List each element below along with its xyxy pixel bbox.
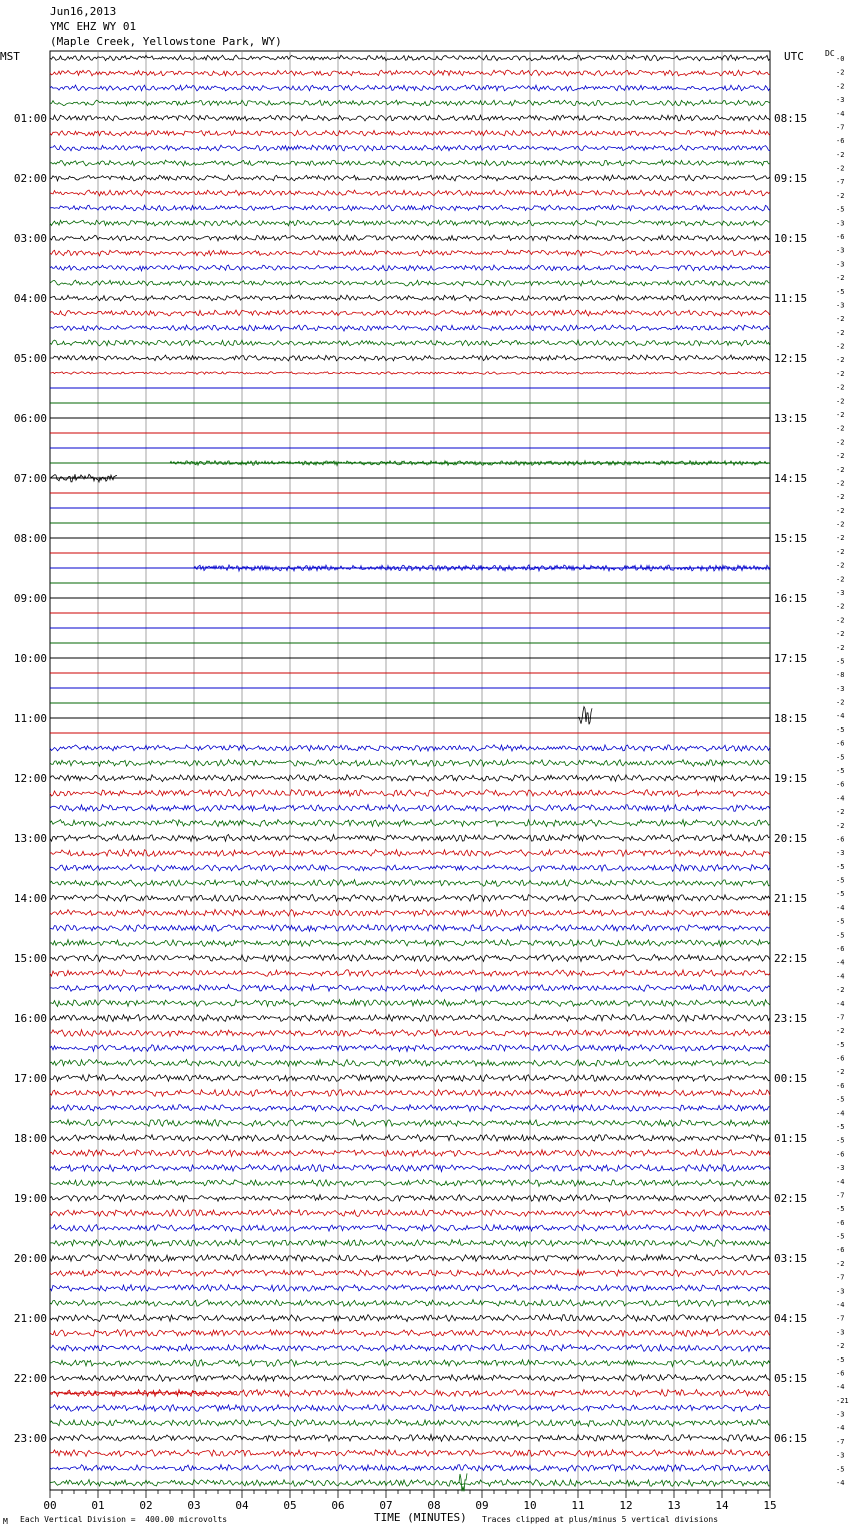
plot-frame (50, 51, 770, 1490)
dc-offset-value: -4 (836, 1424, 845, 1433)
dc-offset-value: -3 (836, 219, 845, 228)
dc-offset-value: -2 (836, 452, 845, 461)
trace-row-52 (50, 835, 770, 842)
trace-row-61 (50, 970, 770, 977)
right-hour-label: 12:15 (774, 352, 808, 365)
right-hour-label: 03:15 (774, 1252, 808, 1265)
dc-offset-value: -3 (836, 589, 845, 597)
trace-row-19 (50, 340, 770, 346)
dc-offset-value: -5 (836, 931, 845, 940)
right-hour-label: 11:15 (774, 292, 808, 305)
trace-row-21 (50, 372, 770, 375)
dc-offset-value: -2 (836, 356, 845, 365)
trace-row-7 (50, 160, 770, 166)
left-hour-label: 13:00 (13, 832, 47, 845)
dc-offset-value: -5 (836, 1040, 845, 1049)
x-tick-label: 15 (763, 1499, 777, 1512)
trace-row-48 (50, 775, 770, 782)
trace-row-83 (50, 1300, 770, 1307)
dc-offset-value: -5 (836, 767, 845, 775)
x-tick-label: 14 (715, 1499, 729, 1512)
dc-offset-value: -2 (836, 1027, 845, 1036)
left-hour-label: 20:00 (13, 1252, 47, 1265)
trace-row-74 (50, 1165, 770, 1172)
dc-offset-value: -3 (836, 1451, 845, 1460)
dc-offset-value: -2 (836, 150, 845, 159)
trace-row-86 (50, 1345, 770, 1352)
right-hour-label: 22:15 (774, 952, 808, 965)
left-hour-label: 16:00 (13, 1012, 47, 1025)
left-hour-label: 18:00 (13, 1132, 47, 1145)
dc-offset-value: -2 (836, 1068, 845, 1077)
left-hour-label: 04:00 (13, 292, 47, 305)
dc-offset-value: -6 (836, 1150, 845, 1159)
x-tick-label: 07 (379, 1499, 393, 1512)
trace-row-93 (50, 1450, 770, 1457)
dc-offset-value: -4 (836, 1383, 845, 1392)
dc-offset-value: -7 (836, 1437, 845, 1446)
dc-offset-value: -5 (836, 876, 845, 885)
dc-offset-value: -2 (836, 808, 845, 817)
dc-offset-value: -2 (836, 438, 845, 447)
right-hour-label: 01:15 (774, 1132, 808, 1145)
dc-offset-value: -2 (836, 164, 845, 173)
dc-offset-value: -2 (836, 643, 845, 652)
x-tick-label: 03 (187, 1499, 201, 1512)
dc-offset-value: -5 (836, 1205, 845, 1214)
dc-offset-value: -6 (836, 1246, 845, 1255)
trace-row-58 (50, 925, 770, 932)
dc-offset-value: -3 (836, 849, 845, 858)
dc-offset-value: -6 (836, 835, 845, 844)
dc-offset-value: -2 (836, 1259, 845, 1268)
x-tick-label: 09 (475, 1499, 489, 1512)
dc-offset-value: -2 (836, 397, 845, 406)
clip-note: Traces clipped at plus/minus 5 vertical divisions (482, 1515, 719, 1524)
trace-row-92 (50, 1435, 770, 1442)
dc-offset-value: -6 (836, 739, 845, 748)
dc-offset-value: -2 (836, 602, 845, 611)
left-hour-label: 08:00 (13, 532, 47, 545)
dc-offset-value: -2 (836, 821, 845, 830)
dc-offset-value: -2 (836, 698, 845, 707)
station-location: (Maple Creek, Yellowstone Park, WY) (50, 35, 282, 48)
dc-offset-value: -6 (836, 780, 845, 789)
right-hour-label: 04:15 (774, 1312, 808, 1325)
left-hour-label: 21:00 (13, 1312, 47, 1325)
dc-offset-value: -2 (836, 411, 845, 419)
dc-offset-value: -4 (836, 794, 845, 803)
trace-row-85 (50, 1330, 770, 1337)
trace-row-47 (50, 760, 770, 767)
trace-row-55 (50, 880, 770, 887)
right-hour-label: 15:15 (774, 532, 808, 545)
dc-offset-value: -7 (836, 1314, 845, 1323)
dc-offset-value: -7 (836, 1013, 845, 1022)
trace-row-63 (50, 1000, 770, 1007)
x-tick-label: 11 (571, 1499, 585, 1512)
dc-offset-value: -4 (836, 109, 845, 118)
x-tick-label: 13 (667, 1499, 681, 1512)
dc-offset-value: -3 (836, 1164, 845, 1173)
trace-row-16 (50, 295, 770, 301)
right-hour-label: 02:15 (774, 1192, 808, 1205)
right-timezone-label: UTC (784, 50, 804, 63)
dc-offset-value: -5 (836, 725, 845, 734)
trace-row-2 (50, 85, 770, 91)
right-hour-label: 20:15 (774, 832, 808, 845)
trace-row-67 (50, 1060, 770, 1067)
dc-offset-value: -2 (836, 506, 845, 515)
dc-offset-value: -6 (836, 1054, 845, 1063)
dc-offset-value: -7 (836, 1273, 845, 1282)
right-hour-label: 14:15 (774, 472, 808, 485)
dc-offset-value: -3 (836, 260, 845, 269)
trace-row-50 (50, 805, 770, 812)
station-id: YMC EHZ WY 01 (50, 20, 137, 33)
left-hour-label: 11:00 (13, 712, 47, 725)
dc-offset-value: -2 (836, 547, 845, 556)
dc-offset-value: -4 (836, 1177, 845, 1186)
trace-row-53 (50, 850, 770, 857)
trace-row-79 (50, 1240, 770, 1247)
trace-row-88 (50, 1375, 770, 1382)
trace-row-4 (50, 115, 770, 121)
dc-offset-value: -2 (836, 315, 845, 324)
dc-offset-value: -2 (836, 534, 845, 543)
trace-row-89 (50, 1390, 770, 1397)
trace-row-68 (50, 1075, 770, 1082)
left-hour-label: 10:00 (13, 652, 47, 665)
x-tick-label: 01 (91, 1499, 105, 1512)
dc-offset-value: -5 (836, 287, 845, 296)
x-tick-label: 10 (523, 1499, 537, 1512)
trace-row-95 (50, 1480, 770, 1487)
dc-offset-value: -2 (836, 68, 845, 77)
event-3 (578, 707, 592, 725)
dc-offset-value: -6 (836, 137, 845, 146)
trace-row-9 (50, 190, 770, 196)
trace-row-78 (50, 1225, 770, 1232)
left-hour-label: 09:00 (13, 592, 47, 605)
dc-offset-value: -6 (836, 1081, 845, 1090)
dc-offset-value: -0 (836, 55, 845, 63)
dc-offset-value: -4 (836, 958, 845, 967)
dc-offset-value: -5 (836, 1123, 845, 1131)
trace-row-69 (50, 1090, 770, 1097)
left-hour-label: 17:00 (13, 1072, 47, 1085)
right-hour-label: 21:15 (774, 892, 808, 905)
right-hour-label: 00:15 (774, 1072, 808, 1085)
dc-offset-value: -8 (836, 671, 845, 680)
dc-offset-value: -5 (836, 1465, 845, 1474)
x-tick-label: 06 (331, 1499, 345, 1512)
right-hour-label: 09:15 (774, 172, 808, 185)
trace-row-91 (50, 1420, 770, 1427)
dc-offset-value: -2 (836, 274, 845, 283)
trace-row-18 (50, 325, 770, 331)
dc-offset-value: -4 (836, 712, 845, 721)
dc-offset-value: -4 (836, 1301, 845, 1309)
right-hour-label: 05:15 (774, 1372, 808, 1385)
dc-offset-value: -2 (836, 369, 845, 378)
trace-row-57 (50, 910, 770, 917)
dc-offset-value: -5 (836, 1355, 845, 1364)
dc-offset-value: -4 (836, 1109, 845, 1118)
dc-offset-header: DC (825, 49, 835, 58)
right-hour-label: 16:15 (774, 592, 808, 605)
dc-offset-value: -5 (836, 890, 845, 899)
dc-offset-value: -2 (836, 383, 845, 392)
x-tick-label: 05 (283, 1499, 297, 1512)
left-hour-label: 15:00 (13, 952, 47, 965)
right-hour-label: 19:15 (774, 772, 808, 785)
trace-row-94 (50, 1465, 770, 1472)
right-hour-label: 06:15 (774, 1432, 808, 1445)
left-hour-label: 23:00 (13, 1432, 47, 1445)
dc-offset-value: -3 (836, 1287, 845, 1296)
dc-offset-value: -2 (836, 561, 845, 570)
left-hour-label: 12:00 (13, 772, 47, 785)
left-hour-label: 05:00 (13, 352, 47, 365)
dc-offset-value: -4 (836, 999, 845, 1008)
dc-offset-value: -3 (836, 301, 845, 310)
trace-row-10 (50, 205, 770, 211)
right-hour-label: 23:15 (774, 1012, 808, 1025)
right-hour-label: 08:15 (774, 112, 808, 125)
trace-row-11 (50, 220, 770, 226)
x-tick-label: 12 (619, 1499, 633, 1512)
x-tick-label: 04 (235, 1499, 249, 1512)
event-5 (458, 1473, 467, 1491)
trace-row-3 (50, 100, 770, 106)
left-hour-label: 02:00 (13, 172, 47, 185)
trace-row-14 (50, 265, 770, 271)
dc-offset-value: -5 (836, 1095, 845, 1104)
dc-offset-value: -5 (836, 1136, 845, 1145)
dc-offset-value: -3 (836, 1410, 845, 1419)
trace-row-62 (50, 985, 770, 992)
dc-offset-value: -2 (836, 630, 845, 639)
trace-row-82 (50, 1285, 770, 1292)
trace-row-75 (50, 1180, 770, 1187)
trace-row-81 (50, 1270, 770, 1277)
dc-offset-value: -3 (836, 246, 845, 255)
trace-row-87 (50, 1360, 770, 1367)
trace-row-76 (50, 1195, 770, 1202)
left-hour-label: 03:00 (13, 232, 47, 245)
dc-offset-value: -2 (836, 520, 845, 529)
trace-row-49 (50, 790, 770, 797)
x-tick-label: 08 (427, 1499, 441, 1512)
trace-row-8 (50, 175, 770, 181)
dc-offset-value: -6 (836, 1369, 845, 1378)
dc-offset-value: -7 (836, 1191, 845, 1200)
dc-offset-value: -4 (836, 972, 845, 981)
trace-row-0 (50, 55, 770, 61)
dc-offset-value: -2 (836, 82, 845, 91)
dc-offset-value: -4 (836, 903, 845, 912)
dc-offset-value: -21 (836, 1396, 849, 1405)
trace-row-90 (50, 1405, 770, 1412)
dc-offset-value: -4 (836, 1479, 845, 1487)
trace-row-46 (50, 745, 770, 751)
trace-row-5 (50, 130, 770, 136)
trace-row-73 (50, 1150, 770, 1157)
left-hour-label: 07:00 (13, 472, 47, 485)
left-hour-label: 06:00 (13, 412, 47, 425)
left-timezone-label: MST (0, 50, 20, 63)
scale-note: Each Vertical Division = 400.00 microvolts (20, 1515, 228, 1524)
trace-row-17 (50, 310, 770, 316)
dc-offset-value: -3 (836, 96, 845, 105)
x-tick-label: 00 (43, 1499, 57, 1512)
dc-offset-value: -3 (836, 1328, 845, 1337)
trace-row-80 (50, 1255, 770, 1262)
dc-offset-value: -2 (836, 1342, 845, 1351)
dc-offset-value: -5 (836, 862, 845, 871)
dc-offset-value: -5 (836, 657, 845, 666)
corner-mark: M (3, 1517, 8, 1526)
dc-offset-value: -7 (836, 178, 845, 187)
dc-offset-value: -2 (836, 328, 845, 337)
dc-offset-value: -6 (836, 233, 845, 241)
trace-row-77 (50, 1210, 770, 1217)
trace-row-1 (50, 70, 770, 76)
right-hour-label: 13:15 (774, 412, 808, 425)
trace-row-71 (50, 1120, 770, 1127)
dc-offset-value: -2 (836, 342, 845, 351)
trace-row-66 (50, 1045, 770, 1052)
trace-row-51 (50, 820, 770, 827)
dc-offset-value: -2 (836, 575, 845, 584)
trace-row-64 (50, 1015, 770, 1022)
dc-offset-value: -2 (836, 986, 845, 995)
trace-row-60 (50, 955, 770, 962)
trace-row-20 (50, 355, 770, 361)
dc-offset-value: -2 (836, 424, 845, 433)
left-hour-label: 19:00 (13, 1192, 47, 1205)
dc-offset-value: -5 (836, 205, 845, 214)
dc-offset-value: -6 (836, 1218, 845, 1227)
trace-row-54 (50, 865, 770, 872)
dc-offset-value: -7 (836, 123, 845, 132)
right-hour-label: 10:15 (774, 232, 808, 245)
x-axis-title: TIME (MINUTES) (374, 1511, 467, 1524)
trace-row-15 (50, 280, 770, 286)
dc-offset-value: -3 (836, 684, 845, 693)
dc-offset-value: -6 (836, 945, 845, 953)
left-hour-label: 22:00 (13, 1372, 47, 1385)
left-hour-label: 01:00 (13, 112, 47, 125)
trace-row-13 (50, 250, 770, 256)
trace-row-84 (50, 1315, 770, 1322)
chart-date: Jun16,2013 (50, 5, 117, 18)
dc-offset-value: -5 (836, 1232, 845, 1241)
dc-offset-value: -2 (836, 479, 845, 488)
dc-offset-value: -2 (836, 493, 845, 502)
dc-offset-value: -2 (836, 465, 845, 474)
trace-row-72 (50, 1135, 770, 1142)
dc-offset-value: -5 (836, 753, 845, 762)
trace-row-65 (50, 1030, 770, 1037)
right-hour-label: 18:15 (774, 712, 808, 725)
dc-offset-value: -5 (836, 917, 845, 926)
trace-row-56 (50, 895, 770, 902)
dc-offset-value: -2 (836, 191, 845, 200)
trace-row-59 (50, 940, 770, 947)
trace-row-12 (50, 235, 770, 241)
left-hour-label: 14:00 (13, 892, 47, 905)
x-tick-label: 02 (139, 1499, 153, 1512)
trace-row-70 (50, 1105, 770, 1112)
right-hour-label: 17:15 (774, 652, 808, 665)
trace-row-6 (50, 145, 770, 151)
dc-offset-value: -2 (836, 616, 845, 625)
